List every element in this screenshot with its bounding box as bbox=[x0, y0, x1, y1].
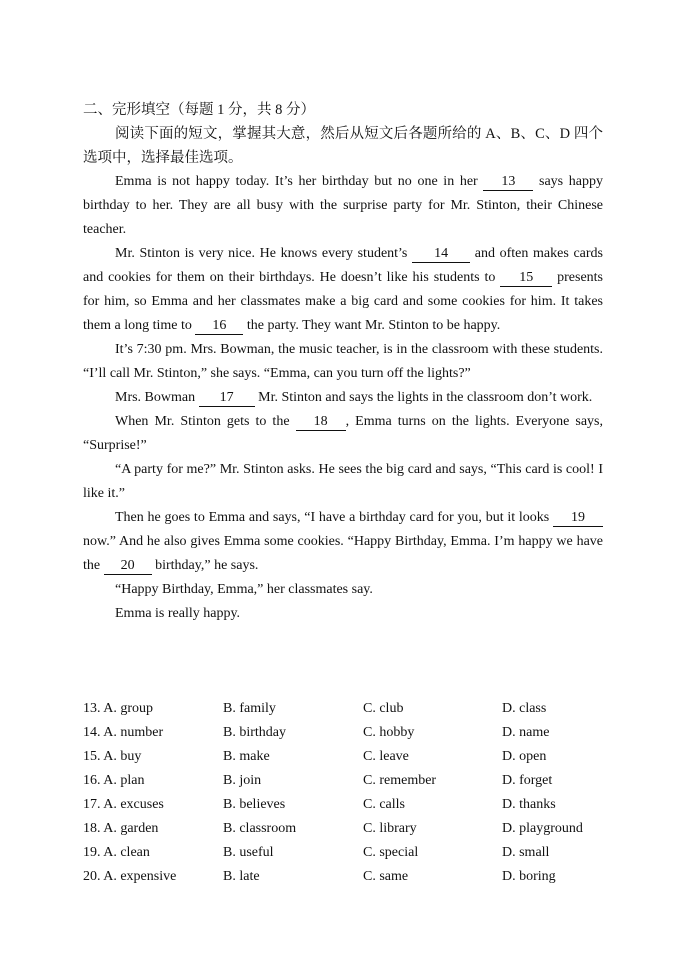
passage-paragraph-9 bbox=[83, 602, 603, 626]
option-a: 15. A. buy bbox=[83, 749, 142, 764]
option-d: D. playground bbox=[502, 821, 583, 836]
passage-text: Mr. Stinton and says the lights in the classroom don’t work. bbox=[254, 390, 593, 405]
passage-text: Then he goes to Emma and says, “I have a birthday card for you, but it looks bbox=[115, 510, 553, 525]
option-a: 14. A. number bbox=[83, 725, 164, 740]
option-c: C. club bbox=[363, 701, 404, 716]
blank-14: 14 bbox=[412, 245, 470, 263]
passage-text: now.” And he also gives Emma some cookies. “Happy Birthday, Emma. I’m happy we have the bbox=[83, 534, 603, 573]
passage-text: Mrs. Bowman bbox=[115, 390, 199, 405]
option-b: B. late bbox=[223, 869, 260, 884]
blank-19: 19 bbox=[553, 509, 603, 527]
passage-text: the party. They want Mr. Stinton to be happy. bbox=[243, 318, 501, 333]
passage-text: Mr. Stinton is very nice. He knows every student’s bbox=[115, 246, 413, 261]
option-row-17 bbox=[83, 793, 603, 817]
cloze-section bbox=[83, 98, 603, 626]
option-d: D. open bbox=[502, 749, 547, 764]
option-row-15 bbox=[83, 745, 603, 769]
option-c: C. hobby bbox=[363, 725, 415, 740]
passage-text: When Mr. Stinton gets to the bbox=[115, 414, 296, 429]
option-a: 19. A. clean bbox=[83, 845, 150, 860]
passage-text: , Emma turns on the lights. Everyone says, “Surprise!” bbox=[83, 414, 603, 453]
option-d: D. small bbox=[502, 845, 550, 860]
option-row-19 bbox=[83, 841, 603, 865]
option-a: 13. A. group bbox=[83, 701, 153, 716]
option-c: C. calls bbox=[363, 797, 405, 812]
section-heading: 二、完形填空（每题 1 分，共 8 分） bbox=[83, 102, 315, 118]
option-row-13 bbox=[83, 697, 603, 721]
blank-18: 18 bbox=[296, 413, 346, 431]
option-c: C. special bbox=[363, 845, 419, 860]
option-row-14 bbox=[83, 721, 603, 745]
passage-paragraph-8 bbox=[83, 578, 603, 602]
option-c: C. leave bbox=[363, 749, 409, 764]
option-a: 18. A. garden bbox=[83, 821, 159, 836]
option-b: B. make bbox=[223, 749, 270, 764]
option-d: D. class bbox=[502, 701, 547, 716]
option-d: D. name bbox=[502, 725, 550, 740]
option-c: C. same bbox=[363, 869, 409, 884]
passage-text: It’s 7:30 pm. Mrs. Bowman, the music teacher, is in the classroom with these students. “I’ll call Mr. Stinton,” she says. “Emma, can you turn off the lights?” bbox=[83, 342, 603, 381]
passage-text: birthday,” he says. bbox=[151, 558, 259, 573]
passage-paragraph-1 bbox=[83, 170, 603, 242]
option-b: B. believes bbox=[223, 797, 286, 812]
option-a: 20. A. expensive bbox=[83, 869, 177, 884]
option-c: C. library bbox=[363, 821, 417, 836]
passage-paragraph-4 bbox=[83, 386, 603, 410]
blank-13: 13 bbox=[483, 173, 533, 191]
passage-text: and often makes cards and cookies for them on their birthdays. He doesn’t like his students to bbox=[83, 246, 603, 285]
passage-paragraph-5 bbox=[83, 410, 603, 458]
passage-text: “A party for me?” Mr. Stinton asks. He sees the big card and says, “This card is cool! I like it.” bbox=[83, 462, 603, 501]
passage-paragraph-6 bbox=[83, 458, 603, 506]
option-b: B. birthday bbox=[223, 725, 286, 740]
option-d: D. thanks bbox=[502, 797, 556, 812]
option-row-16 bbox=[83, 769, 603, 793]
blank-15: 15 bbox=[500, 269, 552, 287]
passage-paragraph-3 bbox=[83, 338, 603, 386]
option-b: B. useful bbox=[223, 845, 274, 860]
option-a: 17. A. excuses bbox=[83, 797, 164, 812]
option-b: B. join bbox=[223, 773, 262, 788]
option-c: C. remember bbox=[363, 773, 437, 788]
blank-16: 16 bbox=[195, 317, 243, 335]
answer-options bbox=[83, 697, 603, 889]
passage-text: “Happy Birthday, Emma,” her classmates say. bbox=[115, 582, 373, 597]
blank-20: 20 bbox=[104, 557, 152, 575]
passage-paragraph-2 bbox=[83, 242, 603, 338]
option-d: D. forget bbox=[502, 773, 553, 788]
option-b: B. family bbox=[223, 701, 276, 716]
passage-paragraph-7 bbox=[83, 506, 603, 578]
option-row-20 bbox=[83, 865, 603, 889]
passage-text: says happy birthday to her. They are all busy with the surprise party for Mr. Stinton, their Chinese teacher. bbox=[83, 174, 603, 237]
option-d: D. boring bbox=[502, 869, 556, 884]
passage-text: presents for him, so Emma and her classmates make a big card and some cookies for him. It takes them a long time to bbox=[83, 270, 603, 333]
option-a: 16. A. plan bbox=[83, 773, 145, 788]
passage-text: Emma is not happy today. It’s her birthday but no one in her bbox=[115, 174, 484, 189]
passage-text: Emma is really happy. bbox=[115, 606, 241, 621]
option-row-18 bbox=[83, 817, 603, 841]
section-instruction: 阅读下面的短文，掌握其大意，然后从短文后各题所给的 A、B、C、D 四个选项中，选择最佳选项。 bbox=[83, 126, 603, 166]
blank-17: 17 bbox=[199, 389, 255, 407]
option-b: B. classroom bbox=[223, 821, 297, 836]
